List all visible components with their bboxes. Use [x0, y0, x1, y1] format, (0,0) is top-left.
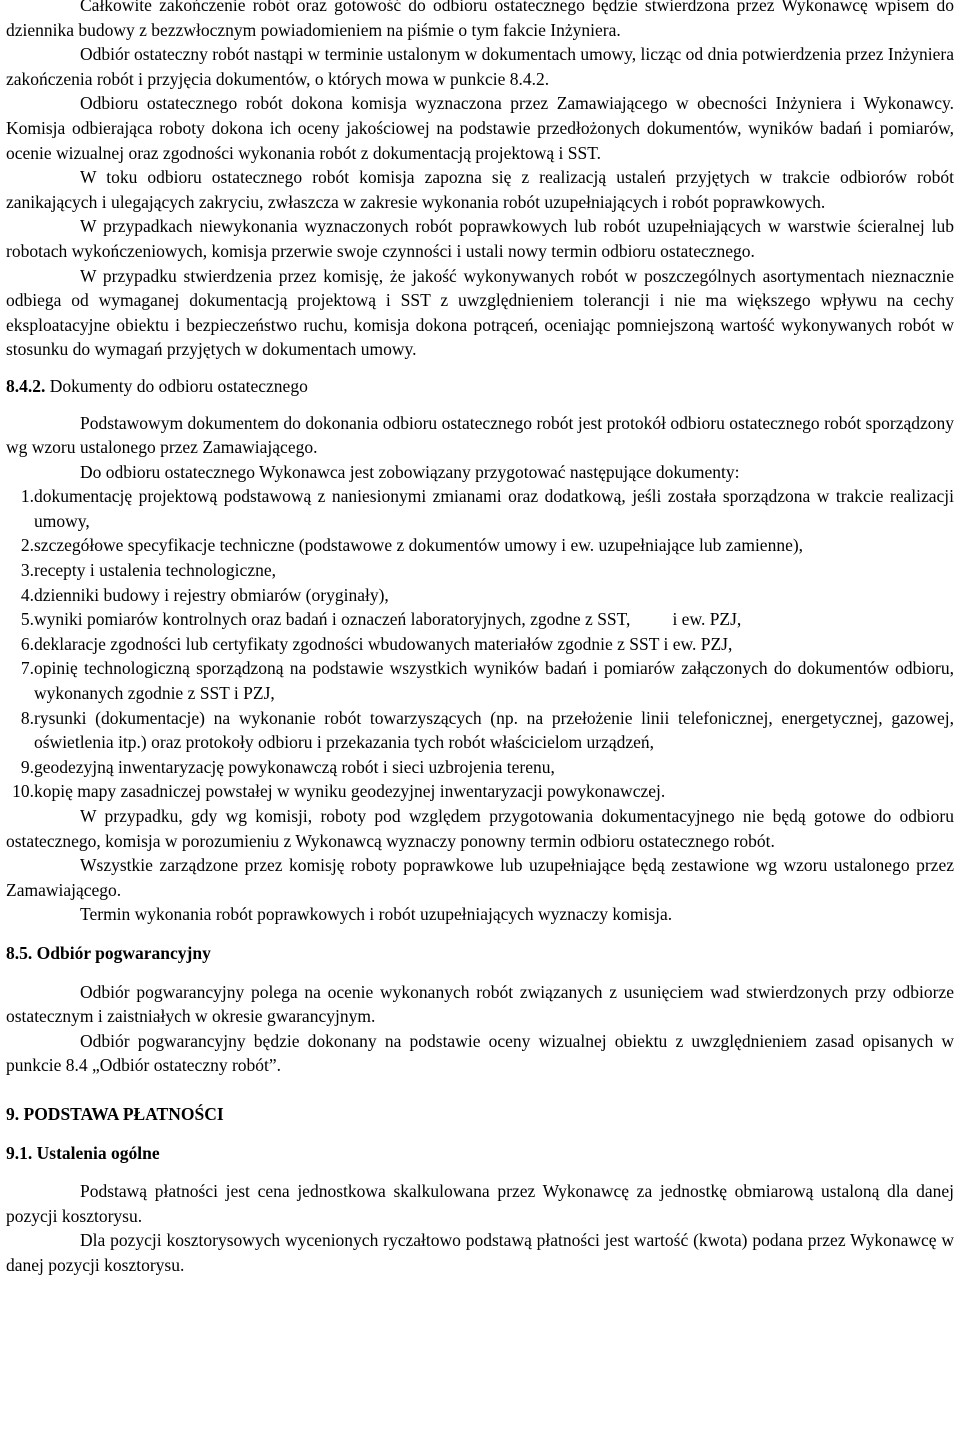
list-item [6, 755, 954, 780]
section-title-842: Dokumenty do odbioru ostatecznego [49, 375, 308, 396]
section-title-85: Odbiór pogwarancyjny [36, 942, 211, 963]
list-item-text: wyniki pomiarów kontrolnych oraz badań i oznaczeń laboratoryjnych, zgodne z SST, [34, 609, 631, 630]
list-item-number: 5. [20, 609, 34, 630]
list-item-number: 4. [20, 584, 34, 605]
section-heading-91 [6, 1141, 954, 1166]
paragraph-committee-review: W toku odbioru ostatecznego robót komisja zapozna się z realizacją ustaleń przyjętych w trakcie odbiorów robót zanikających i ulegających zakryciu, zwłaszcza w zakresie wykonania robót uzupełniających i robót poprawkowych. [6, 167, 954, 212]
paragraph-post-warranty-2: Odbiór pogwarancyjny będzie dokonany na podstawie oceny wizualnej obiektu z uwzględnieniem zasad opisanych w punkcie 8.4 „Odbiór ostateczny robót”. [6, 1030, 954, 1076]
paragraph-completion: Całkowite zakończenie robót oraz gotowość do odbioru ostatecznego będzie stwierdzona przez Wykonawcę wpisem do dziennika budowy z bezzwłocznym powiadomieniem na piśmie o tym fakcie Inżyniera. [6, 0, 954, 40]
list-item-number: 1. [20, 486, 34, 507]
list-item-number: 7. [20, 658, 34, 679]
list-item-text: szczegółowe specyfikacje techniczne (podstawowe z dokumentów umowy i ew. uzupełniające lub zamienne), [34, 535, 804, 556]
list-item-text: dokumentację projektową podstawową z naniesionymi zmianami oraz dodatkową, jeśli została sporządzona w trakcie realizacji umowy, [34, 486, 954, 531]
list-item [6, 533, 954, 558]
list-item-text-tail: i ew. PZJ, [672, 609, 742, 630]
list-item-text: rysunki (dokumentacje) na wykonanie robót towarzyszących (np. na przełożenie linii telefonicznej, energetycznej, gazowej, oświetlenia itp.) oraz protokoły odbioru i przekazania tych robót właścicielom urządzeń, [34, 707, 954, 753]
paragraph-deadline-by-committee: Termin wykonania robót poprawkowych i robót uzupełniających wyznaczy komisja. [80, 904, 673, 925]
list-item-number: 9. [20, 756, 34, 777]
section-heading-85 [6, 941, 954, 966]
list-item-number: 2. [20, 535, 34, 556]
list-item [6, 656, 954, 705]
list-item-text: opinię technologiczną sporządzoną na podstawie wszystkich wyników badań i pomiarów załączonych do dokumentów odbioru, wykonanych zgodnie z SST i PZJ, [34, 658, 954, 704]
list-item-text: dzienniki budowy i rejestry obmiarów (oryginały), [34, 584, 389, 605]
list-item [6, 779, 954, 804]
paragraph-corrective-works: Wszystkie zarządzone przez komisję roboty poprawkowe lub uzupełniające będą zestawione wg wzoru ustalonego przez Zamawiającego. [6, 855, 954, 900]
list-item [6, 706, 954, 755]
section-number-85: 8.5. [6, 942, 33, 963]
list-item [6, 558, 954, 583]
paragraph-protocol: Podstawowym dokumentem do dokonania odbioru ostatecznego robót jest protokół odbioru ostatecznego robót sporządzony wg wzoru ustalonego przez Zamawiającego. [6, 412, 954, 458]
paragraph-new-deadline: W przypadkach niewykonania wyznaczonych robót poprawkowych lub robót uzupełniających w warstwie ścieralnej lub robotach wykończeniowych, komisja przerwie swoje czynności i ustali nowy termin odbioru ostatecznego. [6, 216, 954, 261]
list-item-text: kopię mapy zasadniczej powstałej w wyniku geodezyjnej inwentaryzacji powykonawczej. [34, 781, 666, 802]
list-item-number: 3. [20, 560, 34, 581]
paragraph-payment-basis: Podstawą płatności jest cena jednostkowa skalkulowana przez Wykonawcę za jednostkę obmiarową ustaloną dla danej pozycji kosztorysu. [6, 1181, 954, 1226]
list-item-text: geodezyjną inwentaryzację powykonawczą robót i sieci uzbrojenia terenu, [34, 756, 555, 777]
list-item-text: deklaracje zgodności lub certyfikaty zgodności wbudowanych materiałów zgodnie z SST i ew. PZJ, [34, 633, 733, 654]
section-number-91: 9.1. [6, 1142, 33, 1163]
paragraph-committee: Odbioru ostatecznego robót dokona komisja wyznaczona przez Zamawiającego w obecności Inżyniera i Wykonawcy. Komisja odbierająca roboty dokona ich oceny jakościowej na podstawie przedłożonych dokumentów, wyników badań i pomiarów, ocenie wizualnej oraz zgodności wykonania robót z dokumentacją projektową i SST. [6, 93, 954, 163]
section-title-91: Ustalenia ogólne [36, 1142, 160, 1163]
documents-list [6, 484, 954, 804]
list-item-number: 6. [20, 633, 34, 654]
list-item-text: recepty i ustalenia technologiczne, [34, 560, 276, 581]
list-item-number: 8. [20, 707, 34, 728]
list-item [6, 583, 954, 608]
section-heading-842 [6, 374, 954, 399]
paragraph-lump-sum: Dla pozycji kosztorysowych wycenionych ryczałtowo podstawą płatności jest wartość (kwota) podana przez Wykonawcę w danej pozycji kosztorysu. [6, 1230, 954, 1275]
section-heading-9 [6, 1102, 954, 1127]
paragraph-required-docs: Do odbioru ostatecznego Wykonawca jest zobowiązany przygotować następujące dokumenty: [80, 461, 740, 482]
section-number-842: 8.4.2. [6, 375, 46, 396]
list-item [6, 632, 954, 657]
list-item [6, 607, 954, 632]
paragraph-final-acceptance-date: Odbiór ostateczny robót nastąpi w terminie ustalonym w dokumentach umowy, licząc od dnia potwierdzenia przez Inżyniera zakończenia robót i przyjęcia dokumentów, o których mowa w punkcie 8.4.2. [6, 44, 954, 89]
paragraph-new-term: W przypadku, gdy wg komisji, roboty pod względem przygotowania dokumentacyjnego nie będą gotowe do odbioru ostatecznego, komisja w porozumieniu z Wykonawcą wyznaczy ponowny termin odbioru ostatecznego robót. [6, 806, 954, 851]
paragraph-deductions: W przypadku stwierdzenia przez komisję, że jakość wykonywanych robót w poszczególnych asortymentach nieznacznie odbiega od wymaganej dokumentacją projektową i SST z uwzględnieniem tolerancji i nie ma większego wpływu na cechy eksploatacyjne obiektu i bezpieczeństwo ruchu, komisja dokona potrąceń, oceniając pomniejszoną wartość wykonywanych robót w stosunku do wymagań przyjętych w dokumentach umowy. [6, 265, 954, 360]
paragraph-post-warranty-1: Odbiór pogwarancyjny polega na ocenie wykonanych robót związanych z usunięciem wad stwierdzonych przy odbiorze ostatecznym i zaistniałych w okresie gwarancyjnym. [6, 981, 954, 1027]
section-title-9: 9. PODSTAWA PŁATNOŚCI [6, 1103, 224, 1124]
list-item [6, 484, 954, 533]
list-item-number: 10. [12, 781, 34, 802]
